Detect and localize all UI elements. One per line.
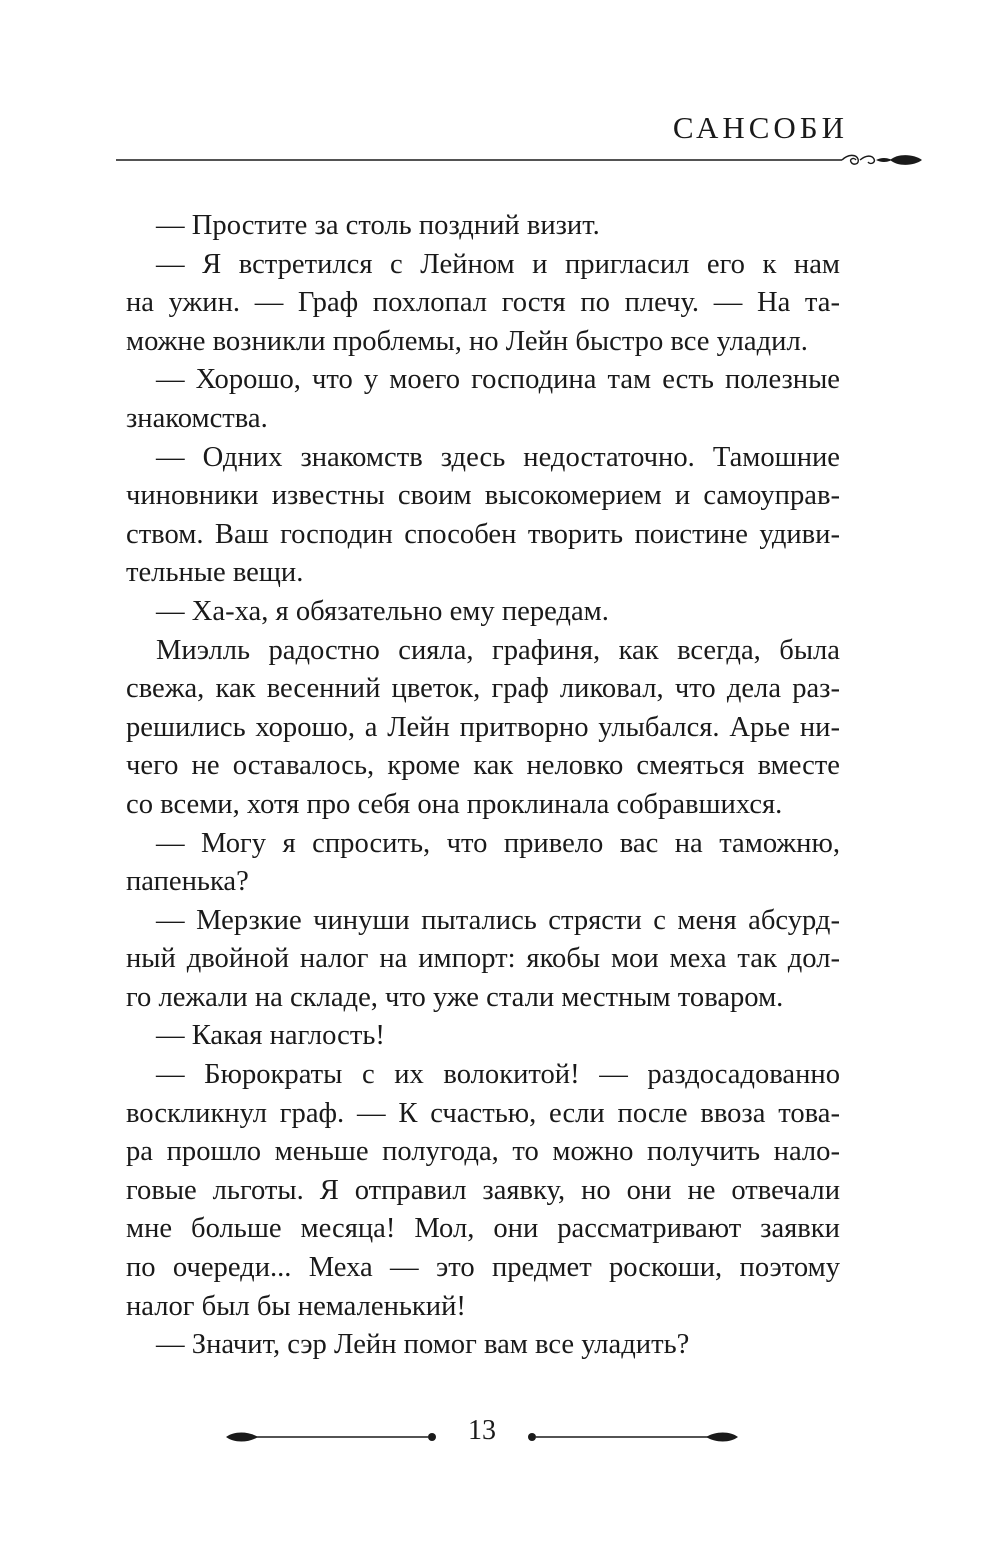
text-line: на ужин. — Граф похлопал гостя по плечу. — На та- [126, 287, 840, 319]
paragraph [126, 825, 840, 902]
text-line: — Я встретился с Лейном и пригласил его к нам [156, 248, 840, 280]
text-line: — Какая наглость! [156, 1020, 385, 1052]
text-line: тельные вещи. [126, 557, 304, 589]
text-line: налог был бы немаленький! [126, 1290, 466, 1322]
paragraph [126, 902, 840, 1018]
paragraph [126, 439, 840, 593]
body-text [126, 207, 840, 1365]
running-title: САНСОБИ [672, 110, 848, 145]
page-footer [226, 1413, 738, 1453]
paragraph [126, 1056, 840, 1326]
paragraph [126, 1017, 840, 1056]
text-line: папенька? [126, 866, 249, 898]
page-number: 13 [468, 1415, 496, 1446]
text-line: — Мерзкие чинуши пытались стрясти с меня абсурд- [156, 904, 840, 936]
text-line: по очереди... Меха — это предмет роскоши, поэтому [126, 1252, 840, 1284]
text-line: — Хорошо, что у моего господина там есть полезные [156, 364, 840, 396]
text-line: — Значит, сэр Лейн помог вам все уладить? [156, 1329, 690, 1361]
header-ornament-rule [116, 148, 922, 174]
text-line: — Простите за столь поздний визит. [156, 210, 600, 241]
paragraph [126, 361, 840, 438]
text-line: ный двойной налог на импорт: якобы мои меха так дол- [126, 943, 840, 975]
text-line: чего не оставалось, кроме как неловко смеяться вместе [126, 750, 840, 782]
text-line: решились хорошо, а Лейн притворно улыбался. Арье ни- [126, 711, 840, 743]
paragraph [126, 207, 840, 246]
text-line: мне больше месяца! Мол, они рассматривают заявки [126, 1213, 840, 1245]
text-line: чиновники известны своим высокомерием и самоуправ- [126, 480, 840, 512]
text-line: можне возникли проблемы, но Лейн быстро все уладил. [126, 325, 808, 357]
text-line: ством. Ваш господин способен творить поистине удиви- [126, 518, 840, 550]
text-line: — Одних знакомств здесь недостаточно. Тамошние [156, 441, 840, 473]
text-line: Миэлль радостно сияла, графиня, как всегда, была [156, 634, 840, 666]
text-line: свежа, как весенний цветок, граф ликовал, что дела раз- [126, 673, 840, 705]
text-line: — Могу я спросить, что привело вас на таможню, [156, 827, 840, 859]
text-line: ра прошло меньше полугода, то можно получить нало- [126, 1136, 840, 1168]
paragraph [126, 246, 840, 362]
paragraph [126, 593, 840, 632]
text-line: го лежали на складе, что уже стали местным товаром. [126, 981, 784, 1013]
text-line: — Ха-ха, я обязательно ему передам. [156, 595, 609, 627]
text-line: знакомства. [126, 402, 268, 434]
text-line: со всеми, хотя про себя она проклинала собравшихся. [126, 788, 783, 820]
paragraph [126, 1326, 840, 1365]
paragraph [126, 632, 840, 825]
text-line: говые льготы. Я отправил заявку, но они не отвечали [126, 1174, 840, 1206]
text-line: воскликнул граф. — К счастью, если после ввоза това- [126, 1097, 840, 1129]
text-line: — Бюрократы с их волокитой! — раздосадованно [156, 1059, 840, 1091]
